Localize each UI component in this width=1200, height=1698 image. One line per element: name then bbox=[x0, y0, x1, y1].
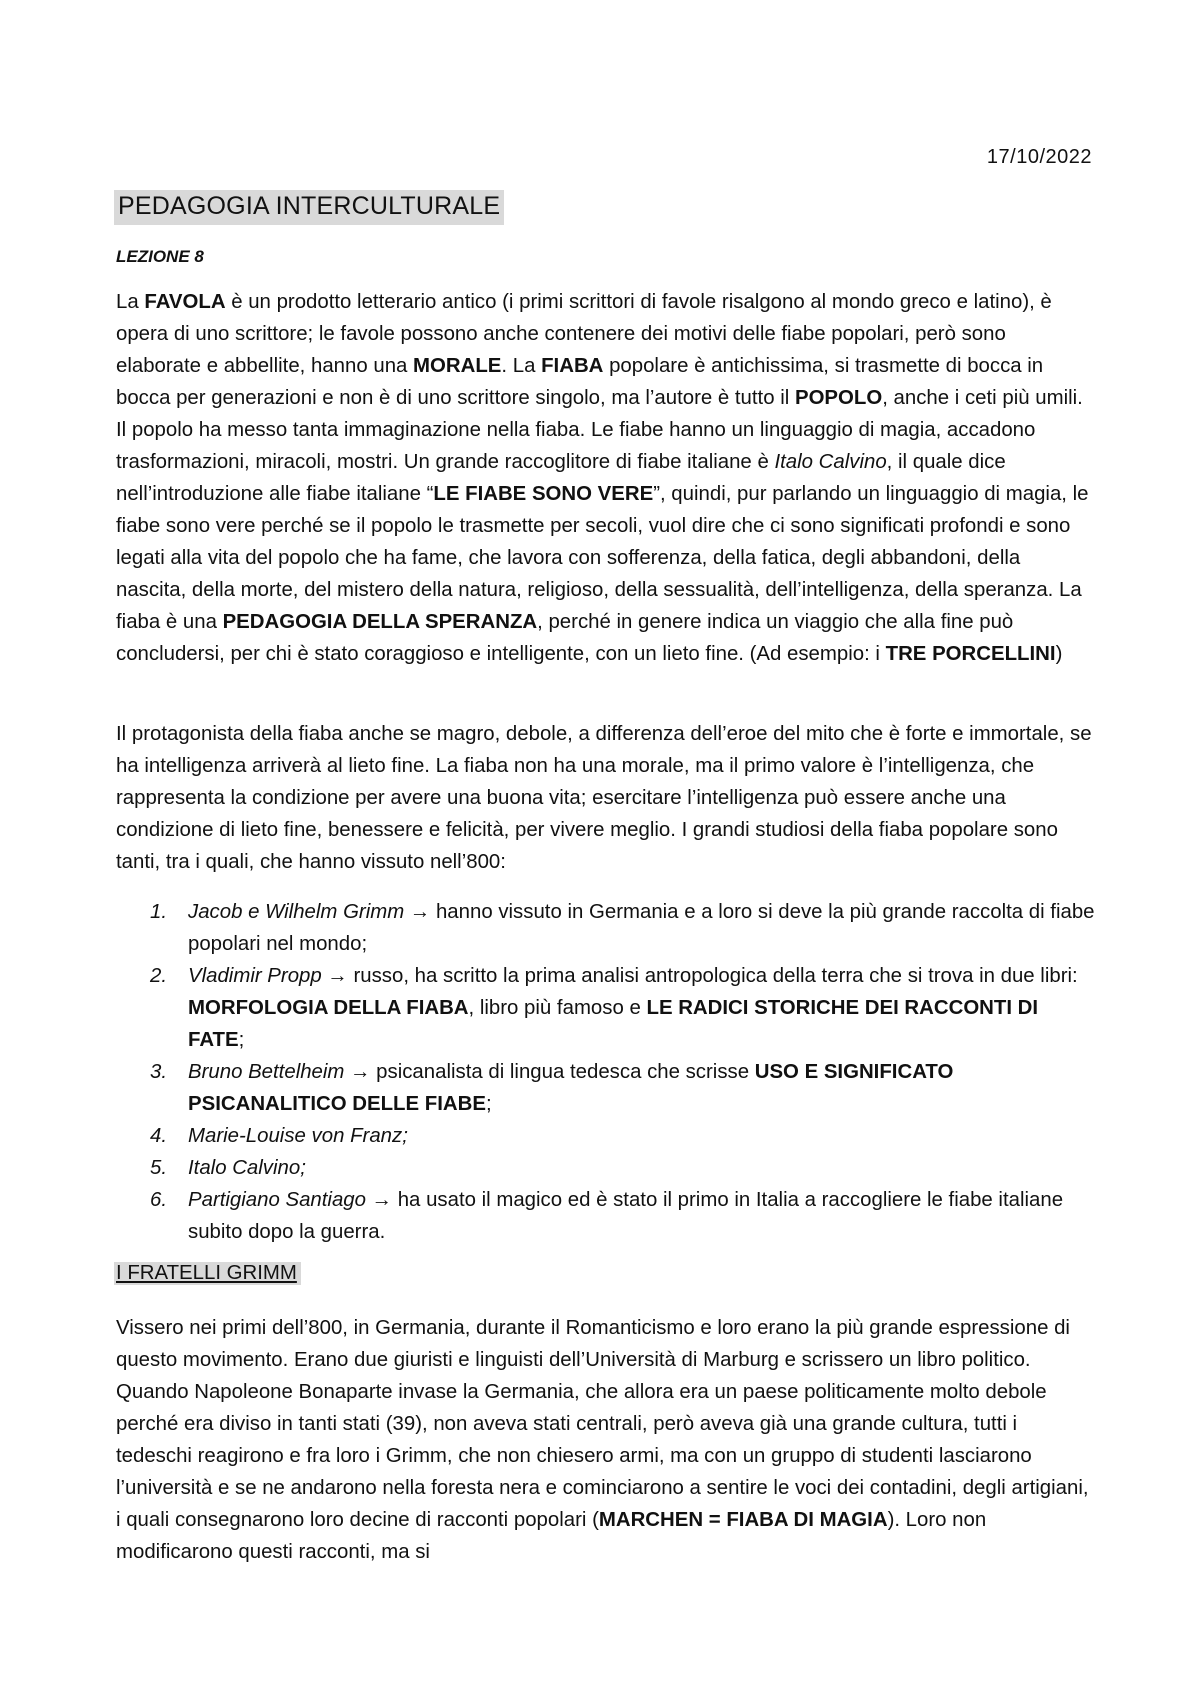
paragraph-favola-fiaba: La FAVOLA è un prodotto letterario antico (i primi scrittori di favole risalgono al mondo greco e latino), è opera di uno scrittore; le favole possono anche contenere dei motivi delle fiabe popolari, però sono elaborate e abbellite, hanno una MORALE. La FIABA popolare è antichissima, si trasmette di bocca in bocca per generazioni e non è di uno scrittore singolo, ma l’autore è tutto il POPOLO, anche i ceti più umili. Il popolo ha messo tanta immaginazione nella fiaba. Le fiabe hanno un linguaggio di magia, accadono trasformazioni, miracoli, mostri. Un grande raccoglitore di fiabe italiane è Italo Calvino, il quale dice nell’introduzione alle fiabe italiane “LE FIABE SONO VERE”, quindi, pur parlando un linguaggio di magia, le fiabe sono vere perché se il popolo le trasmette per secoli, vuol dire che ci sono significati profondi e sono legati alla vita del popolo che ha fame, che lavora con sofferenza, della fatica, degli abbandoni, della nascita, della morte, del mistero della natura, religioso, della sessualità, dell’intelligenza, della speranza. La fiaba è una PEDAGOGIA DELLA SPERANZA, perché in genere indica un viaggio che alla fine può concludersi, per chi è stato coraggioso e intelligente, con un lieto fine. (Ad esempio: i TRE PORCELLINI) bbox=[116, 291, 1089, 665]
paragraph-protagonista: Il protagonista della fiaba anche se magro, debole, a differenza dell’eroe del mito che è forte e immortale, se ha intelligenza arriverà al lieto fine. La fiaba non ha una morale, ma il primo valore è l’intelligenza, che rappresenta la condizione per avere una buona vita; esercitare l’intelligenza può essere anche una condizione di lieto fine, benessere e felicità, per vivere meglio. I grandi studiosi della fiaba popolare sono tanti, tra i quali, che hanno vissuto nell’800: bbox=[116, 723, 1092, 873]
document-title: PEDAGOGIA INTERCULTURALE bbox=[114, 190, 504, 225]
list-item: 3. Bruno Bettelheim → psicanalista di lingua tedesca che scrisse USO E SIGNIFICATO PSICANALITICO DELLE FIABE; bbox=[150, 1061, 954, 1115]
lesson-label: LEZIONE 8 bbox=[116, 247, 204, 266]
list-item: 2. Vladimir Propp → russo, ha scritto la prima analisi antropologica della terra che si trova in due libri: MORFOLOGIA DELLA FIABA, libro più famoso e LE RADICI STORICHE DEI RACCONTI DI FATE; bbox=[150, 965, 1078, 1051]
section-heading-grimm: I FRATELLI GRIMM bbox=[114, 1262, 301, 1285]
list-item: 4. Marie-Louise von Franz; bbox=[150, 1125, 408, 1147]
paragraph-grimm: Vissero nei primi dell’800, in Germania, durante il Romanticismo e loro erano la più grande espressione di questo movimento. Erano due giuristi e linguisti dell’Università di Marburg e scrissero un libro politico. Quando Napoleone Bonaparte invase la Germania, che allora era un paese politicamente molto debole perché era diviso in tanti stati (39), non aveva stati centrali, però aveva già una grande cultura, tutti i tedeschi reagirono e fra loro i Grimm, che non chiesero armi, ma con un gruppo di studenti lasciarono l’università e se ne andarono nella foresta nera e cominciarono a sentire le voci dei contadini, degli artigiani, i quali consegnarono loro decine di racconti popolari (MARCHEN = FIABA DI MAGIA). Loro non modificarono questi racconti, ma si bbox=[116, 1317, 1089, 1563]
list-item: 5. Italo Calvino; bbox=[150, 1157, 306, 1179]
list-item: 1. Jacob e Wilhelm Grimm → hanno vissuto in Germania e a loro si deve la più grande raccolta di fiabe popolari nel mondo; bbox=[150, 901, 1095, 955]
document-date: 17/10/2022 bbox=[986, 146, 1092, 168]
list-item: 6. Partigiano Santiago → ha usato il magico ed è stato il primo in Italia a raccogliere le fiabe italiane subito dopo la guerra. bbox=[150, 1189, 1064, 1243]
scholars-list bbox=[116, 896, 1096, 1248]
